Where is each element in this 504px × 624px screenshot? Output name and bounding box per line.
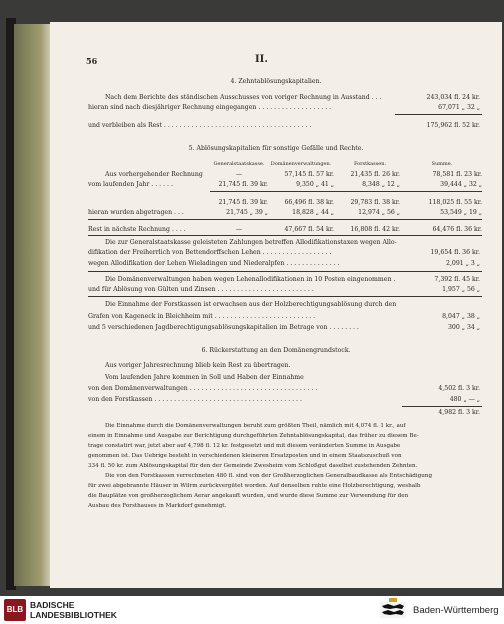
p4-line-7: für zwei abgebrannte Häuser in Wilrm zurückvergütet worden. Auf denselben ruhte eine Holzberechtigung, weshalb (88, 483, 421, 489)
sec4-line-3: und verbleiben als Rest . . . . . . . . . . . . . . . . . . . . . . . . . . . . . . . . . . . . . . (88, 122, 312, 129)
blb-logo[interactable]: BLB (4, 599, 26, 621)
sec4-value-1: 243,034 fl. 24 kr. (426, 94, 480, 101)
blb-name-line-1: BADISCHE (30, 600, 75, 610)
s5-closing-rule (88, 235, 482, 236)
col-header-summe: Summe. (431, 161, 453, 167)
s5-row1-c1: — (235, 171, 243, 178)
p1-line-3: wegen Allodifikation der Lehen Wieladingen und Niederalpfen . . . . . . . . . . . . . . (88, 260, 340, 267)
s5-row2-c1: 21,745 fl. 39 kr. (218, 181, 268, 188)
p4-line-4: genommen ist. Das Uebrige besteht in verschiedenen kleineren Ersatzposten und in einem Staatszuschuß von (88, 453, 402, 459)
sec4-line-1: Nach dem Berichte des ständischen Ausschusses von voriger Rechnung in Ausstand . . . (105, 94, 382, 101)
p4-line-3: trage constatirt war, jetzt aber auf 4,798 fl. 12 kr. festgesetzt und mit diesem veränderten Summe in Ausgabe (88, 443, 401, 449)
s6-line-4: von den Forstkassen . . . . . . . . . . . . . . . . . . . . . . . . . . . . . . . . . . . . . . (88, 396, 302, 403)
p2-value-2: 1,957 „ 56 „ (442, 286, 480, 293)
s6-sum-rule (402, 406, 482, 407)
sec4-line-2: hieran sind nach diesjähriger Rechnung eingegangen . . . . . . . . . . . . . . . . . . . (88, 104, 332, 111)
s5-row2-c4: 39,444 „ 32 „ (440, 181, 482, 188)
document-page (50, 22, 502, 588)
s6-line-2: Vom laufenden Jahre kommen in Soll und Haben der Einnahme (105, 374, 304, 381)
s5-row3-c2: 66,496 fl. 38 kr. (284, 199, 334, 206)
blb-name[interactable] (30, 600, 117, 620)
p1-value-2: 19,654 fl. 36 kr. (430, 249, 480, 256)
s5-row4-c3: 12,974 „ 56 „ (358, 209, 400, 216)
s5-row2-label: vom laufenden Jahr . . . . . . (88, 181, 173, 188)
s5-row1-c3: 21,435 fl. 26 kr. (350, 171, 400, 178)
sec4-sum-rule (395, 114, 482, 115)
section-5-title: 5. Ablösungskapitalien für sonstige Gefälle und Rechte. (188, 145, 364, 152)
p1-line-2: difikation der Freiherrlich von Bettendorffschen Lehen . . . . . . . . . . . . . . . . . . (88, 249, 332, 256)
s5-row4-c4: 53,549 „ 19 „ (440, 209, 482, 216)
s5-row3-c3: 29,783 fl. 38 kr. (350, 199, 400, 206)
p4-line-8: die Bauplätze von großherzoglichem Aerar angekauft wurden, und wurde diese Summe zur Verwendung für den (88, 493, 409, 499)
book-binding (14, 24, 52, 586)
bw-label[interactable]: Baden-Württemberg (413, 605, 499, 616)
p4-line-5: 334 fl. 50 kr. zum Ablösungskapital für den der Gemeinde Zwesheim vom Schloßgut daselbst zustehenden Zehnten. (88, 463, 418, 469)
s5-row3-c1: 21,745 fl. 39 kr. (218, 199, 268, 206)
p4-line-6: Die von den Forstkassen verrechneten 480 fl. sind von der Großherzoglichen Generalbaudkasse als Entschädigung (105, 473, 433, 479)
col-header-forstkassen: Forstkassen. (353, 161, 387, 167)
p4-line-2: einem in Einnahme und Ausgabe zur Berichtigung durchgeführten Zehntablösungskapital, das früher zu diesem Be- (88, 433, 419, 439)
p3-line-2: Grafen von Kageneck in Bleichheim mit . . . . . . . . . . . . . . . . . . . . . . . . . . (88, 313, 316, 320)
s5-row5-c3: 16,808 fl. 42 kr. (350, 226, 400, 233)
col-header-domaenen: Domänenverwaltungen. (270, 161, 332, 167)
p4-line-1: Die Einnahme durch die Domänenverwaltungen beruht zum größten Theil, nämlich mit 4,074 fl. 1 kr., auf (105, 423, 406, 429)
col-header-generalstaatskasse: Generalstaatskasse. (213, 161, 265, 167)
s5-row4-c2: 18,828 „ 44 „ (292, 209, 334, 216)
p3-line-1: Die Einnahme der Forstkassen ist erwachsen aus der Holzberechtigungsablösung durch den (105, 301, 397, 308)
sec4-value-2: 67,071 „ 32 „ (438, 104, 480, 111)
p3-value-2: 8,047 „ 38 „ (442, 313, 480, 320)
sec4-value-3: 175,962 fl. 52 kr. (426, 122, 480, 129)
s5-row4-label: hieran wurden abgetragen . . . (88, 209, 184, 216)
s5-sum-rule-2 (88, 219, 482, 220)
page-number: 56 (86, 56, 98, 66)
s5-row5-c4: 64,476 fl. 36 kr. (432, 226, 482, 233)
p2-value-1: 7,392 fl. 45 kr. (434, 276, 480, 283)
s6-line-3: von den Domänenverwaltungen . . . . . . . . . . . . . . . . . . . . . . . . . . . . . . . . . (88, 385, 318, 392)
s6-line-1: Aus voriger Jahresrechnung blieb kein Rest zu übertragen. (105, 362, 291, 369)
section-4-title: 4. Zehntablösungskapitalien. (230, 78, 322, 85)
bw-coat-of-arms-icon (378, 598, 408, 622)
s5-row5-c1: — (235, 226, 243, 233)
s5-row3-c4: 118,025 fl. 55 kr. (428, 199, 482, 206)
s5-row2-c3: 8,348 „ 12 „ (362, 181, 400, 188)
s5-row1-label: Aus vorhergehender Rechnung (105, 171, 203, 178)
s5-row5-label: Rest in nächste Rechnung . . . . (88, 226, 186, 233)
s6-total: 4,982 fl. 3 kr. (438, 409, 480, 416)
section-6-title: 6. Rückerstattung an den Domänengrundstock. (201, 347, 351, 354)
p2-line-1: Die Domänenverwaltungen haben wegen Lehenallodifikationen in 10 Posten eingenommen . (105, 276, 396, 283)
s6-value-3: 4,502 fl. 3 kr. (438, 385, 480, 392)
s5-row4-c1: 21,745 „ 39 „ (226, 209, 268, 216)
p3-value-3: 300 „ 34 „ (448, 324, 480, 331)
p1-rule (88, 271, 482, 272)
p3-line-3: und 5 verschiedenen Jagdberechtigungsablösungskapitalien im Betrage von . . . . . . . . (88, 324, 359, 331)
s5-row2-c2: 9,350 „ 41 „ (296, 181, 334, 188)
p2-rule (88, 296, 482, 297)
p1-line-1: Die zur Generalstaatskasse geleisteten Zahlungen betreffen Allodifikationstaxen wegen Allo- (105, 239, 397, 246)
s5-row5-c2: 47,667 fl. 54 kr. (284, 226, 334, 233)
s5-row1-c2: 57,145 fl. 57 kr. (284, 171, 334, 178)
p4-line-9: Ausbau des Forsthauses in Markdorf genehmigt. (88, 503, 227, 509)
s6-value-4: 480 „ — „ (449, 396, 480, 403)
p2-line-2: und für Ablösung von Gülten und Zinsen . . . . . . . . . . . . . . . . . . . . . . . . . (88, 286, 314, 293)
s5-row1-c4: 78,581 fl. 23 kr. (432, 171, 482, 178)
s5-sum-rule-1 (210, 191, 482, 192)
page-heading: II. (255, 54, 268, 65)
blb-name-line-2: LANDESBIBLIOTHEK (30, 610, 117, 620)
p1-value-3: 2,091 „ 3 „ (446, 260, 480, 267)
